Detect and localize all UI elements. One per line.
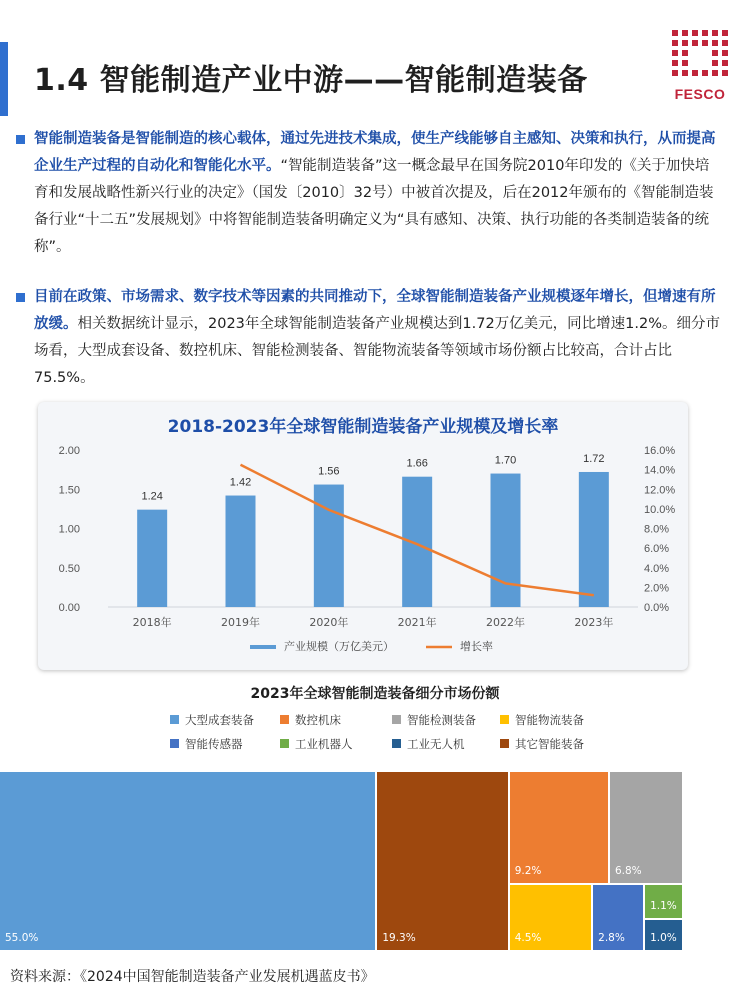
y-right-tick-label: 14.0% [644,464,676,477]
y-right-tick-label: 16.0% [644,445,676,457]
x-tick-label: 2021年 [397,616,437,629]
paragraph-2 [34,284,722,392]
bullet-square-icon [16,135,25,144]
treemap-tile-label: 2.8% [598,931,625,944]
treemap-tile-label: 6.8% [614,865,642,878]
legend-swatch [170,739,179,748]
x-tick-label: 2020年 [309,616,349,629]
legend-swatch [500,739,509,748]
legend-swatch [500,715,509,724]
x-tick-label: 2019年 [221,616,260,629]
legend-item [280,736,353,752]
title-accent-bar [0,42,8,116]
legend-label: 工业机器人 [295,737,353,751]
treemap-tile [645,885,684,920]
y-right-tick-label: 6.0% [644,543,670,556]
bar-2022年 [491,474,521,607]
y-right-tick-label: 0.0% [644,602,670,614]
treemap-tile [645,920,684,952]
bar-2018年 [137,510,167,607]
growth-chart [38,402,688,670]
growth-chart-plot [38,402,688,670]
treemap-tile-label: 1.1% [650,900,677,913]
logo-dot-grid-icon [668,28,732,84]
source-note: 资料来源：《2024中国智能制造装备产业发展机遇蓝皮书》 [10,969,375,985]
y-right-tick-label: 8.0% [644,523,670,536]
treemap-tile [510,885,593,952]
legend-label: 数控机床 [295,713,341,727]
fesco-logo [668,28,732,104]
y-left-tick-label: 1.00 [58,523,80,536]
treemap-tile-label: 19.3% [382,932,416,944]
paragraph-1-body: “智能制造装备”这一概念最早在国务院2010年印发的《关于加快培育和发展战略性新兴行业的决定》（国发〔2010〕32号）中被首次提及，后在2012年颁布的《智能制造装备行业“十二五”发展规划》中将智能制造装备明确定义为“具有感知、决策、执行功能的各类制造装备的统称”。 [34,158,714,255]
paragraph-2-body: 相关数据统计显示，2023年全球智能制造装备产业规模达到1.72万亿美元，同比增速1.2%。细分市场看，大型成套设备、数控机床、智能检测装备、智能物流装备等领域市场份额占比较高，合计占比75.5%。 [34,316,721,386]
legend-label: 工业无人机 [407,737,465,751]
y-right-tick-label: 12.0% [644,484,676,497]
y-right-tick-label: 2.0% [644,582,670,595]
legend-bar-label: 产业规模（万亿美元） [284,640,394,653]
x-tick-label: 2023年 [574,616,614,629]
legend-bar-swatch [250,645,276,649]
legend-swatch [170,715,179,724]
y-left-tick-label: 1.50 [58,484,80,497]
market-share-chart-title: 2023年全球智能制造装备细分市场份额 [250,686,500,702]
bar-value-label: 1.42 [229,476,252,489]
legend-label: 智能传感器 [185,737,243,751]
paragraph-1 [34,126,722,261]
paragraph-1-highlight: 智能制造装备是智能制造的核心载体，通过先进技术集成，使生产线能够自主感知、决策和执行，从而提高企业生产过程的自动化和智能化水平。 [34,131,716,174]
treemap-tile [593,885,645,952]
bar-value-label: 1.70 [494,454,517,467]
legend-swatch [392,739,401,748]
bar-2020年 [314,485,344,607]
bar-2023年 [579,472,609,607]
bar-value-label: 1.56 [318,465,340,478]
x-tick-label: 2022年 [486,616,525,629]
bar-value-label: 1.66 [406,457,428,470]
bar-2021年 [402,477,432,607]
market-share-treemap [0,772,750,952]
bar-value-label: 1.24 [141,490,163,503]
logo-text: FESCO [674,86,726,102]
treemap-tile [377,772,509,952]
y-left-tick-label: 0.00 [58,602,80,614]
growth-chart-title: 2018-2023年全球智能制造装备产业规模及增长率 [167,417,559,437]
bar-value-label: 1.72 [583,452,605,465]
bullet-square-icon [16,293,25,302]
legend-label: 智能检测装备 [407,713,476,727]
y-left-tick-label: 2.00 [58,445,80,457]
paragraph-2-highlight: 目前在政策、市场需求、数字技术等因素的共同推动下，全球智能制造装备产业规模逐年增长，但增速有所放缓。 [34,289,716,332]
treemap-tile-label: 55.0% [5,932,39,944]
legend-item [170,712,254,728]
treemap-tile [610,772,684,885]
treemap-tile-label: 9.2% [514,865,542,878]
x-tick-label: 2018年 [132,616,172,629]
treemap-tile [510,772,610,885]
treemap-tile [0,772,377,952]
legend-swatch [280,715,289,724]
legend-line-label: 增长率 [460,640,493,653]
legend-swatch [280,739,289,748]
page-title: 1.4 智能制造产业中游——智能制造装备 [34,63,588,98]
y-left-tick-label: 0.50 [58,562,80,575]
legend-label: 其它智能装备 [515,737,584,751]
legend-item [392,712,476,728]
legend-item [500,712,584,728]
bar-2019年 [226,496,256,607]
y-right-tick-label: 10.0% [644,503,676,516]
y-right-tick-label: 4.0% [644,562,670,575]
legend-item [170,736,243,752]
legend-label: 智能物流装备 [515,713,584,727]
legend-item [280,712,341,728]
legend-swatch [392,715,401,724]
treemap-tile-label: 1.0% [650,931,677,944]
treemap-tile-label: 4.5% [514,931,542,944]
legend-label: 大型成套装备 [185,713,254,727]
legend-item [500,736,584,752]
legend-item [392,736,465,752]
